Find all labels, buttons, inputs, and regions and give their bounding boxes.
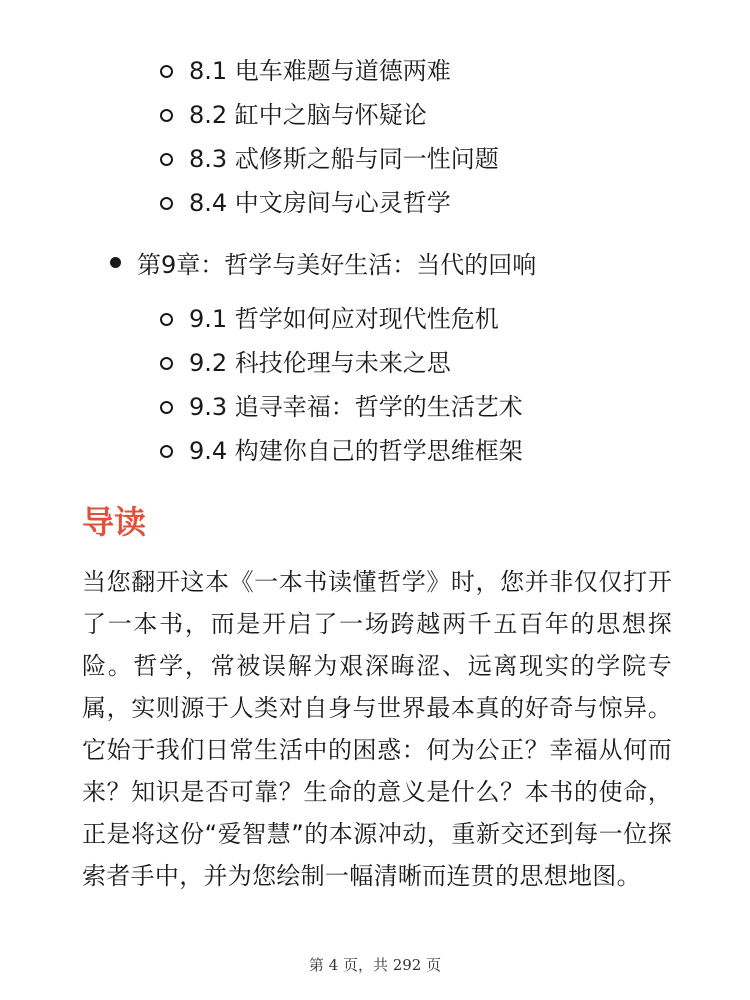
- circle-bullet-icon: [160, 153, 173, 166]
- circle-bullet-icon: [160, 109, 173, 122]
- list-item: [160, 341, 720, 385]
- toc-entry-9-4: 9.4 构建你自己的哲学思维框架: [189, 437, 523, 465]
- section-9-list: [160, 297, 720, 473]
- circle-bullet-icon: [160, 65, 173, 78]
- list-item: [160, 429, 720, 473]
- intro-paragraph: 当您翻开这本《一本书读懂哲学》时，您并非仅仅打开了一本书，而是开启了一场跨越两千五百年的思想探险。哲学，常被误解为艰深晦涩、远离现实的学院专属，实则源于人类对自身与世界最本真的好奇与惊异。它始于我们日常生活中的困惑：何为公正？幸福从何而来？知识是否可靠？生命的意义是什么？本书的使命，正是将这份“爱智慧”的本源冲动，重新交还到每一位探索者手中，并为您绘制一幅清晰而连贯的思想地图。: [82, 568, 672, 890]
- list-item: [160, 93, 720, 137]
- toc-entry-8-4: 8.4 中文房间与心灵哲学: [189, 189, 451, 217]
- toc-chapter-9: [110, 240, 536, 284]
- toc-entry-9-1: 9.1 哲学如何应对现代性危机: [189, 305, 499, 333]
- page-number-footer: 第 4 页，共 292 页: [308, 956, 442, 974]
- chapter-9-title: 第9章：哲学与美好生活：当代的回响: [137, 250, 537, 279]
- list-item: [160, 297, 720, 341]
- list-item: [160, 49, 720, 93]
- list-item: [160, 181, 720, 225]
- list-item: [160, 385, 720, 429]
- toc-entry-8-2: 8.2 缸中之脑与怀疑论: [189, 101, 427, 129]
- toc-entry-9-3: 9.3 追寻幸福：哲学的生活艺术: [189, 393, 523, 421]
- toc-entry-9-2: 9.2 科技伦理与未来之思: [189, 349, 451, 377]
- circle-bullet-icon: [160, 401, 173, 414]
- toc-entry-8-3: 8.3 忒修斯之船与同一性问题: [189, 145, 499, 173]
- circle-bullet-icon: [160, 197, 173, 210]
- toc-entry-8-1: 8.1 电车难题与道德两难: [189, 57, 451, 85]
- disc-bullet-icon: [110, 257, 121, 268]
- intro-heading: 导读: [82, 503, 147, 541]
- circle-bullet-icon: [160, 357, 173, 370]
- section-8-list: [160, 49, 720, 225]
- circle-bullet-icon: [160, 313, 173, 326]
- list-item: [160, 137, 720, 181]
- circle-bullet-icon: [160, 445, 173, 458]
